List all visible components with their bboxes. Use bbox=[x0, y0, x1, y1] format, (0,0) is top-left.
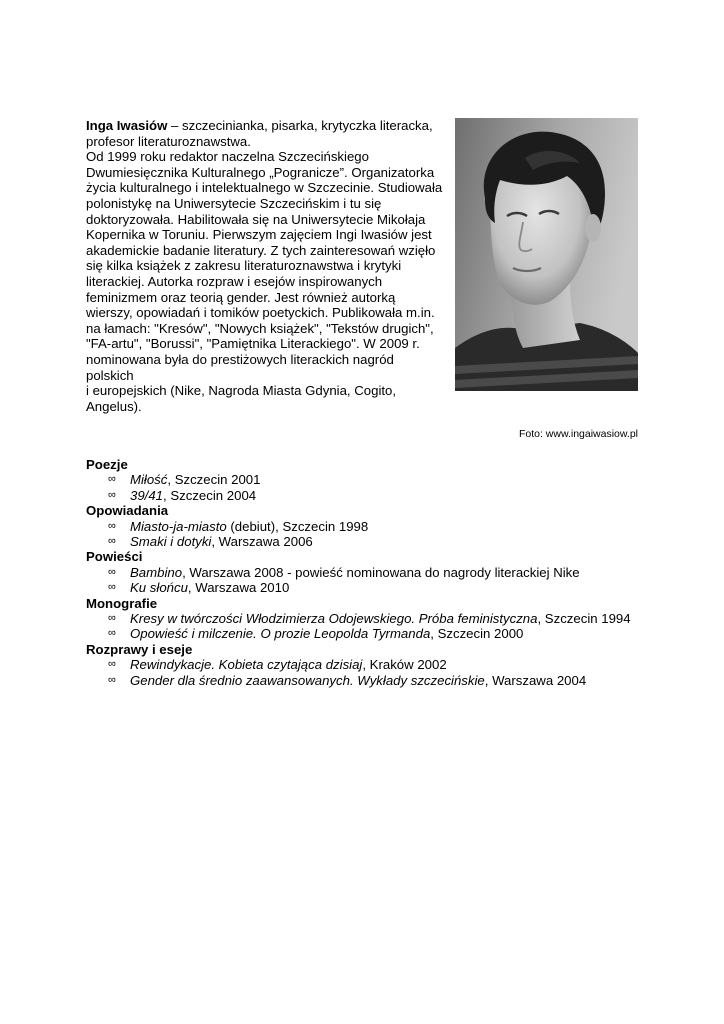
list-item bbox=[86, 488, 646, 503]
section-list bbox=[86, 519, 646, 550]
work-title: Bambino bbox=[130, 564, 183, 580]
section-list bbox=[86, 657, 646, 688]
work-title: Rewindykacje. Kobieta czytająca dzisiaj bbox=[130, 657, 363, 673]
work-title: Opowieść i milczenie. O prozie Leopolda Tyrmanda bbox=[130, 626, 431, 642]
work-title: Kresy w twórczości Włodzimierza Odojewskiego. Próba feministyczna bbox=[130, 611, 538, 627]
work-details: , Szczecin 2004 bbox=[163, 487, 257, 503]
infinity-bullet-icon: ∞ bbox=[108, 658, 116, 671]
section-title: Rozprawy i eseje bbox=[86, 641, 193, 657]
list-item bbox=[86, 472, 646, 487]
work-title: Gender dla średnio zaawansowanych. Wykłady szczecińskie bbox=[130, 672, 485, 688]
infinity-bullet-icon: ∞ bbox=[108, 565, 116, 578]
bibliography bbox=[86, 457, 646, 688]
section-title: Poezje bbox=[86, 457, 128, 472]
work-details: , Szczecin 1994 bbox=[537, 611, 631, 627]
infinity-bullet-icon: ∞ bbox=[108, 612, 116, 625]
section-powiesci bbox=[86, 549, 646, 595]
list-item bbox=[86, 534, 646, 549]
work-details: , Kraków 2002 bbox=[362, 657, 447, 673]
infinity-bullet-icon: ∞ bbox=[108, 673, 116, 686]
section-opowiadania bbox=[86, 503, 646, 549]
list-item bbox=[86, 657, 646, 672]
section-list bbox=[86, 611, 646, 642]
section-title: Monografie bbox=[86, 595, 158, 611]
work-title: Miłość bbox=[130, 472, 168, 488]
photo-credit: Foto: www.ingaiwasiow.pl bbox=[518, 428, 638, 440]
work-details: (debiut), Szczecin 1998 bbox=[226, 518, 369, 534]
infinity-bullet-icon: ∞ bbox=[108, 488, 116, 501]
bio-paragraph: Od 1999 roku redaktor naczelna Szczecińskiego Dwumiesięcznika Kulturalnego „Pogranicze”. Organizatorka życia kulturalnego i intelektualnego w Szczecinie. Studiowała polonistykę na Uniwersytecie Szczecińskim i tu się doktoryzowała. Habilitowała się na Uniwersytecie Mikołaja Kopernika w Toruniu. Pierwszym zajęciem Ingi Iwasiów jest akademickie badanie literatury. Z tych zainteresowań wzięło się kilka książek z zakresu literaturoznawstwa i krytyki literackiej. Autorka rozpraw i esejów inspirowanych feminizmem oraz teorią gender. Jest również autorką wierszy, opowiadań i tomików poetyckich. Publikowała m.in. na łamach: "Kresów", "Nowych książek", "Tekstów drugich", "FA-artu", "Borussi", "Pamiętnika Literackiego". W 2009 r. nominowana była do prestiżowych literackich nagród polskich bbox=[86, 149, 443, 383]
work-title: Miasto-ja-miasto bbox=[130, 518, 227, 534]
section-poezje bbox=[86, 457, 646, 503]
infinity-bullet-icon: ∞ bbox=[108, 627, 116, 640]
section-rozprawy-i-eseje bbox=[86, 642, 646, 688]
work-details: , Warszawa 2006 bbox=[211, 534, 313, 550]
work-details: , Warszawa 2004 bbox=[484, 672, 587, 688]
list-item bbox=[86, 673, 646, 688]
bio-intro bbox=[86, 118, 444, 149]
list-item bbox=[86, 611, 646, 626]
work-title: 39/41 bbox=[130, 487, 164, 503]
section-title: Powieści bbox=[86, 549, 143, 565]
author-name: Inga Iwasiów bbox=[86, 118, 168, 133]
bio-intro-text: – szczecinianka, pisarka, krytyczka literacka, profesor literaturoznawstwa. bbox=[86, 118, 433, 149]
list-item bbox=[86, 580, 646, 595]
section-list bbox=[86, 472, 646, 503]
bio-paragraph-end: i europejskich (Nike, Nagroda Miasta Gdynia, Cogito, Angelus). bbox=[86, 383, 397, 414]
author-photo bbox=[455, 118, 638, 391]
section-monografie bbox=[86, 596, 646, 642]
author-bio bbox=[86, 118, 444, 414]
infinity-bullet-icon: ∞ bbox=[108, 519, 116, 532]
work-details: , Warszawa 2008 - powieść nominowana do nagrody literackiej Nike bbox=[182, 564, 580, 580]
list-item bbox=[86, 626, 646, 641]
work-details: , Szczecin 2001 bbox=[167, 472, 261, 488]
section-list bbox=[86, 565, 646, 596]
work-title: Ku słońcu bbox=[130, 580, 188, 596]
portrait-image bbox=[455, 118, 638, 391]
list-item bbox=[86, 519, 646, 534]
work-details: , Warszawa 2010 bbox=[187, 580, 290, 596]
work-details: , Szczecin 2000 bbox=[430, 626, 524, 642]
infinity-bullet-icon: ∞ bbox=[108, 581, 116, 594]
infinity-bullet-icon: ∞ bbox=[108, 473, 116, 486]
work-title: Smaki i dotyki bbox=[130, 534, 212, 550]
list-item bbox=[86, 565, 646, 580]
section-title: Opowiadania bbox=[86, 503, 169, 519]
infinity-bullet-icon: ∞ bbox=[108, 535, 116, 548]
